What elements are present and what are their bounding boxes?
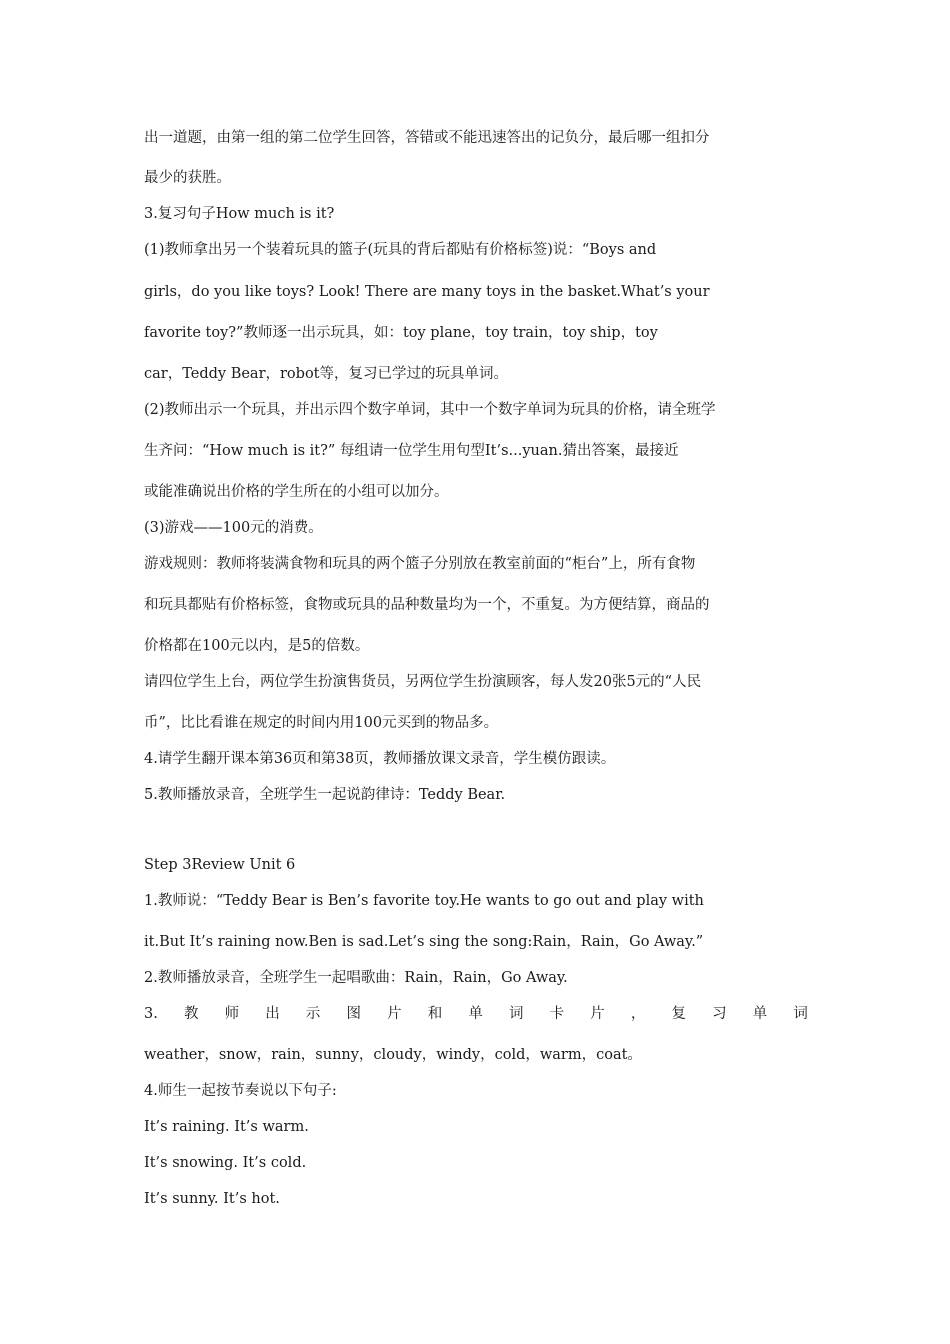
spaced-char: 示 (305, 1006, 321, 1022)
spaced-char: 习 (712, 1006, 727, 1022)
spaced-char: 单 (752, 1006, 768, 1022)
paragraph-line: 币”，比比看谁在规定的时间内用100元买到的物品多。 (144, 715, 499, 731)
paragraph-line: 最少的获胜。 (144, 170, 231, 186)
spaced-char: 和 (427, 1006, 443, 1022)
paragraph-line: (3)游戏——100元的消费。 (144, 520, 323, 536)
paragraph-line: weather，snow，rain，sunny，cloudy，windy，cold，warm，coat。 (144, 1047, 642, 1063)
paragraph-line: it.But It’s raining now.Ben is sad.Let’s sing the song:Rain，Rain，Go Away.” (144, 934, 704, 950)
step-heading: Step 3Review Unit 6 (144, 857, 296, 873)
paragraph-line: 价格都在100元以内，是5的倍数。 (144, 638, 370, 654)
spaced-char: 词 (793, 1006, 808, 1022)
spaced-char: ， (630, 1006, 646, 1022)
spaced-char: 教 (183, 1006, 199, 1022)
paragraph-line: 或能准确说出价格的学生所在的小组可以加分。 (144, 484, 449, 500)
paragraph-line: 4.请学生翻开课本第36页和第38页，教师播放课文录音，学生模仿跟读。 (144, 751, 616, 767)
paragraph-line: (1)教师拿出另一个装着玩具的篮子(玩具的背后都贴有价格标签)说：“Boys and (144, 242, 657, 258)
paragraph-line: 游戏规则：教师将装满食物和玩具的两个篮子分别放在教室前面的“柜台”上，所有食物 (144, 556, 696, 572)
paragraph-line: 请四位学生上台，两位学生扮演售货员，另两位学生扮演顾客，每人发20张5元的“人民 (144, 674, 702, 690)
spaced-char: 卡 (549, 1006, 565, 1022)
sentence-line: It’s snowing. It’s cold. (144, 1155, 307, 1171)
paragraph-line: car，Teddy Bear，robot等，复习已学过的玩具单词。 (144, 366, 508, 382)
spaced-char: 片 (387, 1006, 402, 1022)
spaced-char: 片 (590, 1006, 605, 1022)
paragraph-line: favorite toy?”教师逐一出示玩具，如：toy plane，toy train，toy ship，toy (144, 325, 658, 341)
spaced-char: 单 (468, 1006, 483, 1022)
paragraph-line: 出一道题，由第一组的第二位学生回答，答错或不能迅速答出的记负分，最后哪一组扣分 (144, 130, 710, 146)
paragraph-line: 1.教师说：“Teddy Bear is Ben’s favorite toy.He wants to go out and play with (144, 893, 704, 909)
spaced-char: 3. (144, 1006, 158, 1022)
sentence-line: It’s raining. It’s warm. (144, 1119, 309, 1135)
justified-line (144, 1004, 808, 1024)
spaced-char: 出 (265, 1006, 280, 1022)
spaced-char: 师 (224, 1006, 240, 1022)
paragraph-line: 5.教师播放录音，全班学生一起说韵律诗：Teddy Bear. (144, 787, 506, 803)
paragraph-line: 和玩具都贴有价格标签，食物或玩具的品种数量均为一个，不重复。为方便结算，商品的 (144, 597, 710, 613)
section-heading: 3.复习句子How much is it? (144, 206, 335, 222)
paragraph-line: 4.师生一起按节奏说以下句子: (144, 1083, 337, 1099)
paragraph-line: (2)教师出示一个玩具，并出示四个数字单词，其中一个数字单词为玩具的价格，请全班学 (144, 402, 716, 418)
sentence-line: It’s sunny. It’s hot. (144, 1191, 280, 1207)
paragraph-line: 生齐问：“How much is it?” 每组请一位学生用句型It’s...yuan.猜出答案，最接近 (144, 443, 679, 459)
spaced-char: 复 (671, 1006, 686, 1022)
paragraph-line: girls，do you like toys? Look! There are many toys in the basket.What’s your (144, 284, 710, 300)
spaced-char: 图 (346, 1006, 361, 1022)
paragraph-line: 2.教师播放录音，全班学生一起唱歌曲：Rain，Rain，Go Away. (144, 970, 568, 986)
spaced-char: 词 (508, 1006, 524, 1022)
